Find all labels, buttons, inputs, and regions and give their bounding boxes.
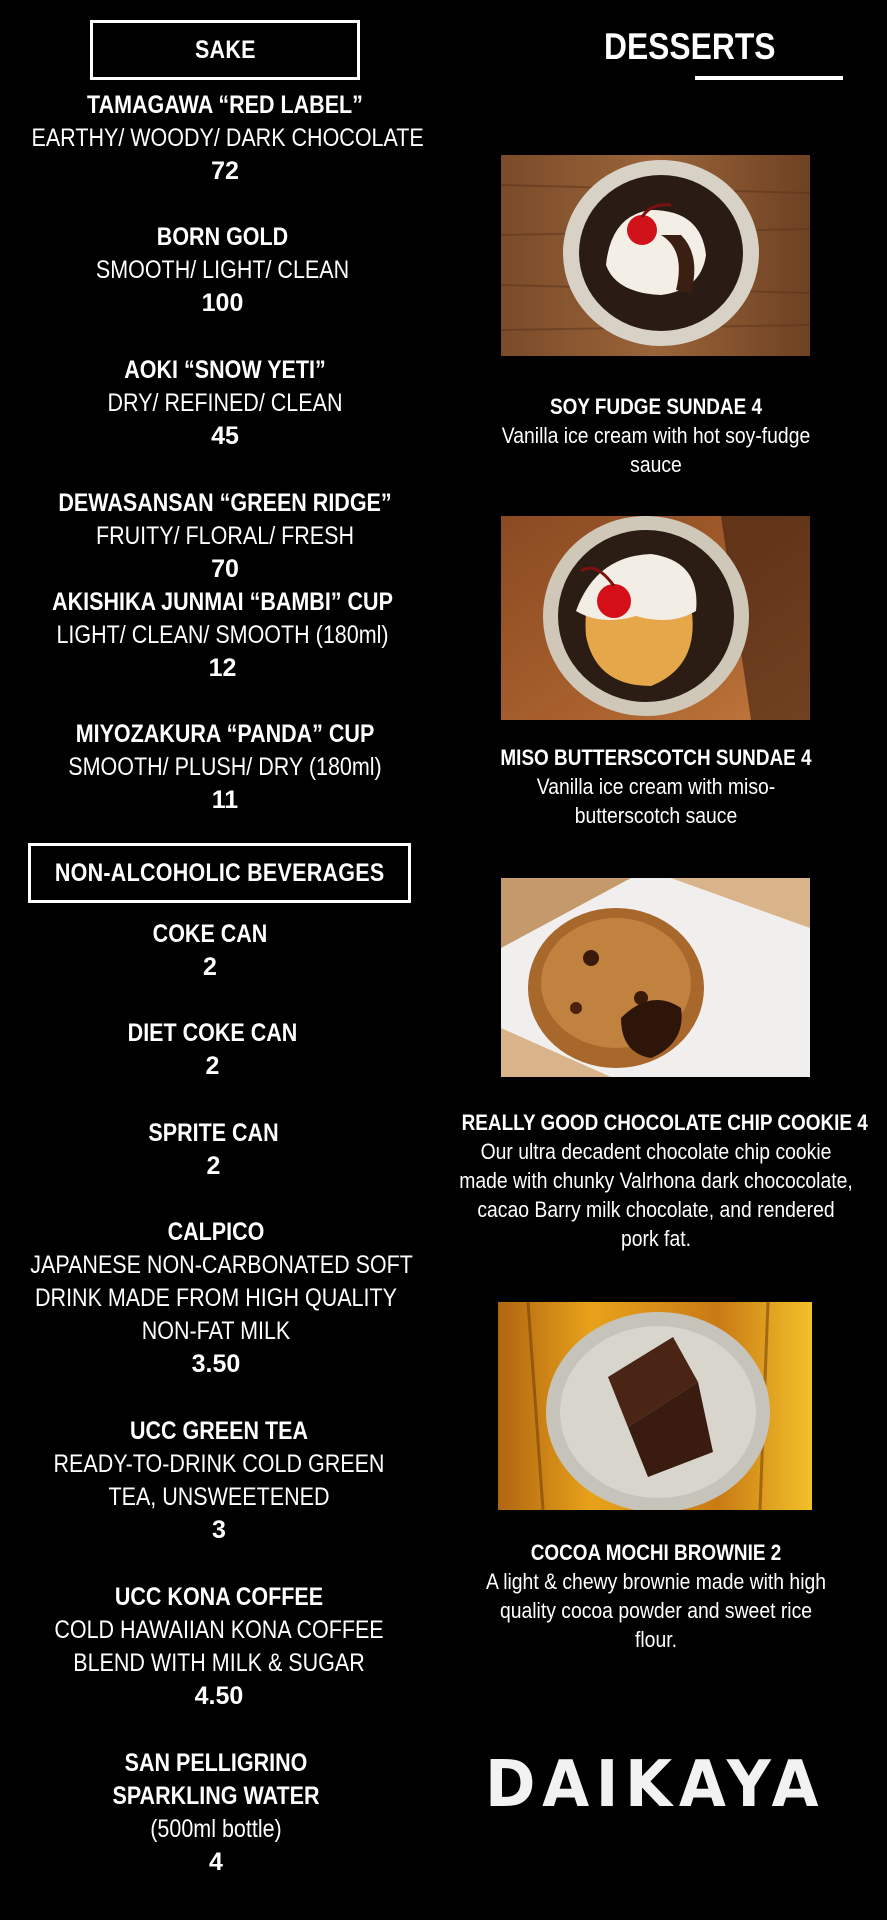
item-name: SPRITE CAN bbox=[148, 1119, 279, 1147]
item-price: 11 bbox=[211, 786, 239, 814]
item-name: UCC KONA COFFEE bbox=[114, 1583, 324, 1611]
item-desc: TEA, UNSWEETENED bbox=[108, 1483, 330, 1511]
desserts-underline bbox=[695, 76, 843, 80]
item-desc: quality cocoa powder and sweet rice bbox=[499, 1598, 813, 1623]
item-name: SAN PELLIGRINO bbox=[124, 1749, 308, 1777]
item-name: AKISHIKA JUNMAI “BAMBI” CUP bbox=[52, 588, 393, 616]
item-desc: sauce bbox=[630, 452, 682, 477]
item-name: SOY FUDGE SUNDAE 4 bbox=[549, 394, 763, 419]
desserts-header: DESSERTS bbox=[604, 26, 776, 67]
item-price: 3 bbox=[212, 1516, 226, 1544]
beverage-item bbox=[0, 1581, 438, 1713]
beverage-item bbox=[0, 1747, 432, 1879]
item-price: 2 bbox=[205, 1052, 220, 1080]
sake-item bbox=[0, 586, 445, 685]
item-desc: EARTHY/ WOODY/ DARK CHOCOLATE bbox=[31, 124, 424, 152]
item-name: MIYOZAKURA “PANDA” CUP bbox=[75, 720, 375, 748]
miso-butterscotch-sundae-photo bbox=[501, 516, 810, 720]
item-desc: pork fat. bbox=[621, 1226, 691, 1251]
item-desc: JAPANESE NON-CARBONATED SOFT bbox=[30, 1251, 413, 1279]
beverage-item bbox=[0, 1216, 432, 1381]
beverage-item bbox=[0, 1017, 425, 1083]
dessert-item bbox=[440, 1538, 872, 1654]
item-name: CALPICO bbox=[167, 1218, 265, 1246]
item-desc: NON-FAT MILK bbox=[141, 1317, 291, 1345]
item-name: REALLY GOOD CHOCOLATE CHIP COOKIE 4 bbox=[461, 1110, 868, 1135]
item-name: SPARKLING WATER bbox=[112, 1782, 320, 1810]
item-desc: flour. bbox=[635, 1627, 677, 1652]
sake-item bbox=[0, 354, 450, 453]
dessert-item bbox=[440, 392, 872, 479]
item-desc: COLD HAWAIIAN KONA COFFEE bbox=[54, 1616, 384, 1644]
item-price: 100 bbox=[201, 289, 244, 317]
item-desc: BLEND WITH MILK & SUGAR bbox=[73, 1649, 365, 1677]
soy-fudge-sundae-photo bbox=[501, 155, 810, 356]
item-name: BORN GOLD bbox=[156, 223, 289, 251]
item-desc: A light & chewy brownie made with high bbox=[485, 1569, 827, 1594]
sake-item bbox=[0, 221, 445, 320]
item-price: 72 bbox=[211, 157, 239, 185]
item-price: 4 bbox=[209, 1848, 223, 1876]
item-desc: SMOOTH/ PLUSH/ DRY (180ml) bbox=[68, 753, 382, 781]
item-desc: butterscotch sauce bbox=[574, 803, 738, 828]
item-name: TAMAGAWA “RED LABEL” bbox=[87, 91, 363, 119]
sake-item bbox=[0, 89, 450, 188]
item-desc: made with chunky Valrhona dark chococolate, bbox=[459, 1168, 853, 1193]
beverage-item bbox=[0, 1415, 438, 1547]
cocoa-mochi-brownie-photo bbox=[498, 1302, 812, 1510]
item-desc: LIGHT/ CLEAN/ SMOOTH (180ml) bbox=[56, 621, 389, 649]
item-desc: READY-TO-DRINK COLD GREEN bbox=[53, 1450, 385, 1478]
item-desc: Vanilla ice cream with miso- bbox=[536, 774, 776, 799]
item-price: 12 bbox=[208, 654, 237, 682]
item-desc: Our ultra decadent chocolate chip cookie bbox=[480, 1139, 832, 1164]
sake-item bbox=[0, 718, 450, 817]
item-name: COKE CAN bbox=[152, 920, 268, 948]
beverages-header: NON-ALCOHOLIC BEVERAGES bbox=[28, 843, 411, 903]
beverage-item bbox=[0, 918, 420, 984]
item-price: 2 bbox=[206, 1152, 221, 1180]
item-desc: cacao Barry milk chocolate, and rendered bbox=[477, 1197, 835, 1222]
sake-header: SAKE bbox=[90, 20, 360, 80]
item-price: 4.50 bbox=[194, 1682, 244, 1710]
item-desc: DRINK MADE FROM HIGH QUALITY bbox=[35, 1284, 397, 1312]
item-desc: Vanilla ice cream with hot soy-fudge bbox=[501, 423, 811, 448]
item-price: 3.50 bbox=[191, 1350, 241, 1378]
daikaya-logo: DAIKAYA bbox=[484, 1748, 826, 1822]
item-desc: (500ml bottle) bbox=[150, 1815, 282, 1843]
item-name: COCOA MOCHI BROWNIE 2 bbox=[530, 1540, 782, 1565]
item-name: MISO BUTTERSCOTCH SUNDAE 4 bbox=[500, 745, 812, 770]
beverage-item bbox=[0, 1117, 427, 1183]
item-name: AOKI “SNOW YETI” bbox=[124, 356, 326, 384]
item-price: 70 bbox=[211, 555, 239, 583]
item-desc: FRUITY/ FLORAL/ FRESH bbox=[95, 522, 355, 550]
item-price: 45 bbox=[211, 422, 239, 450]
dessert-item bbox=[430, 1108, 882, 1253]
item-name: DIET COKE CAN bbox=[127, 1019, 298, 1047]
item-name: UCC GREEN TEA bbox=[130, 1417, 308, 1445]
dessert-item bbox=[440, 743, 872, 830]
item-price: 2 bbox=[203, 953, 217, 981]
chocolate-chip-cookie-photo bbox=[501, 878, 810, 1077]
item-name: DEWASANSAN “GREEN RIDGE” bbox=[58, 489, 392, 517]
item-desc: SMOOTH/ LIGHT/ CLEAN bbox=[95, 256, 350, 284]
item-desc: DRY/ REFINED/ CLEAN bbox=[107, 389, 343, 417]
sake-item bbox=[0, 487, 450, 586]
